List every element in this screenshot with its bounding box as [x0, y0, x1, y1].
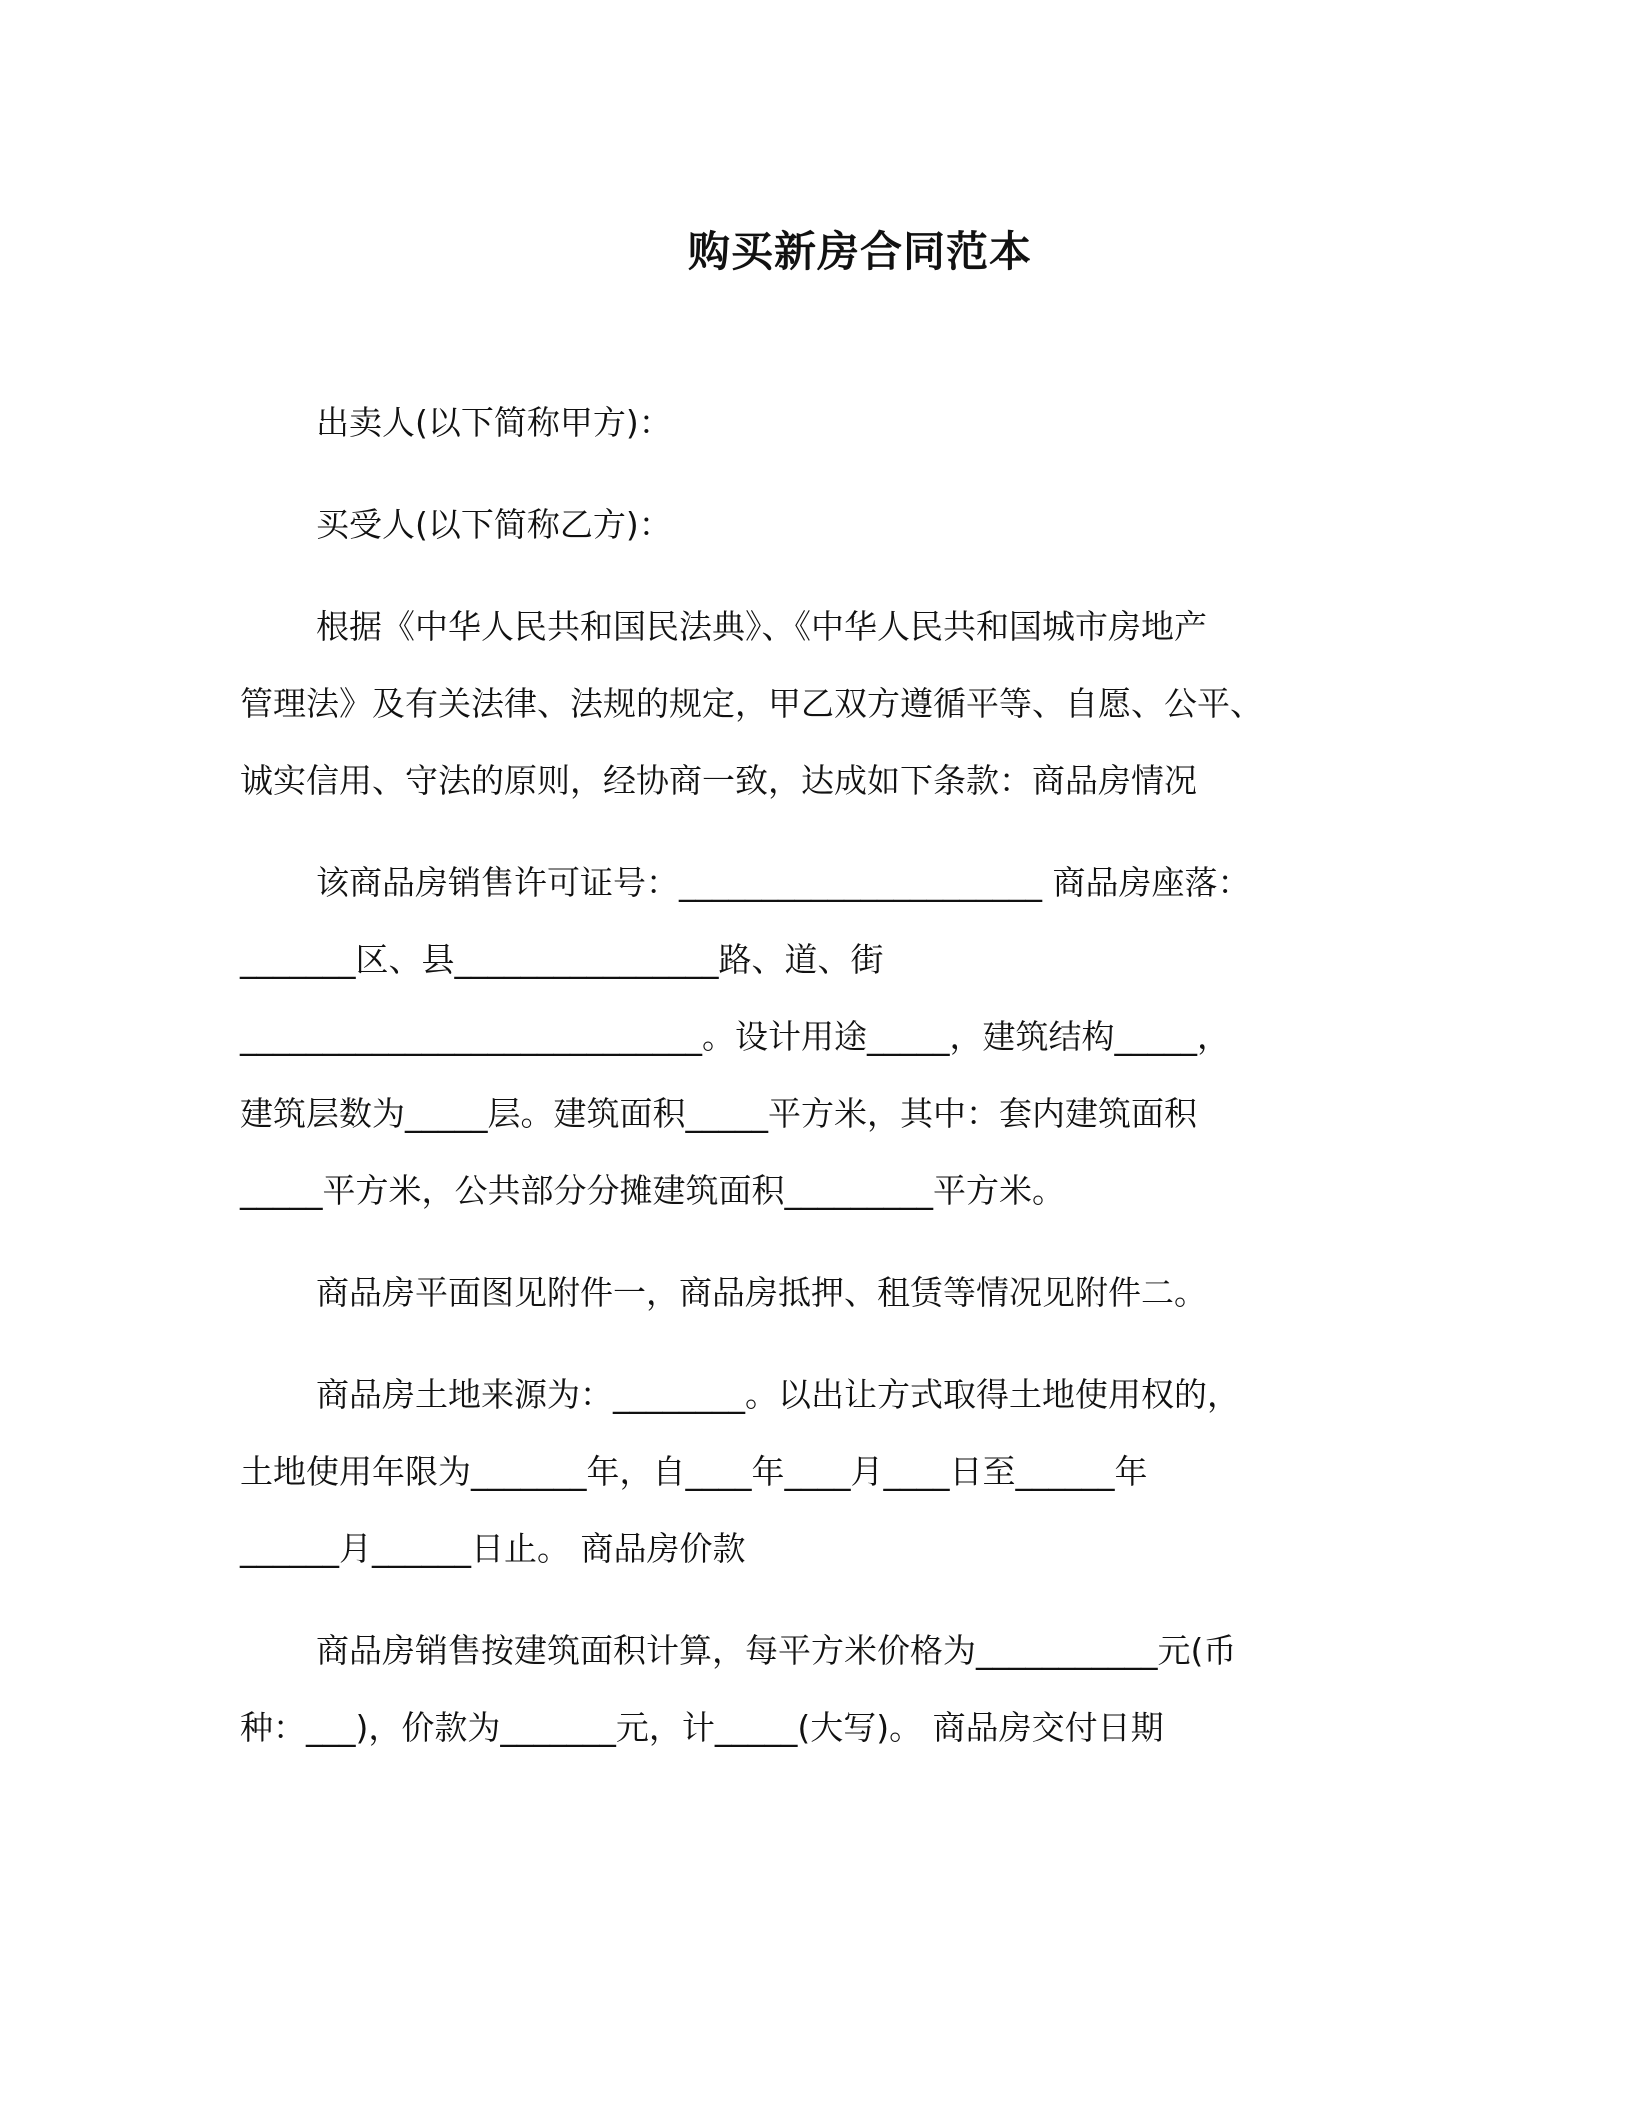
paragraph-line: _______区、县________________路、道、街	[240, 940, 884, 979]
buyer-line: 买受人(以下简称乙方)：	[316, 505, 672, 544]
paragraph-line: 诚实信用、守法的原则，经协商一致，达成如下条款：商品房情况	[240, 761, 1197, 800]
paragraph-line: ______月______日止。 商品房价款	[240, 1529, 746, 1568]
paragraph-line: 种：___)，价款为_______元，计_____(大写)。 商品房交付日期	[240, 1708, 1164, 1747]
paragraph-line: ____________________________。设计用途_____，建筑结构_____，	[240, 1017, 1230, 1056]
paragraph-line: 建筑层数为_____层。建筑面积_____平方米，其中：套内建筑面积	[240, 1094, 1197, 1133]
paragraph-line: 根据《中华人民共和国民法典》、《中华人民共和国城市房地产	[316, 607, 1207, 646]
document-title: 购买新房合同范本	[687, 227, 1032, 276]
paragraph-line: 商品房销售按建筑面积计算，每平方米价格为___________元(币	[316, 1631, 1237, 1670]
seller-line: 出卖人(以下简称甲方)：	[316, 403, 672, 442]
paragraph-line: 商品房土地来源为：________。以出让方式取得土地使用权的，	[316, 1375, 1240, 1414]
paragraph-line: 商品房平面图见附件一，商品房抵押、租赁等情况见附件二。	[316, 1273, 1207, 1312]
paragraph-line: 管理法》及有关法律、法规的规定，甲乙双方遵循平等、自愿、公平、	[240, 684, 1263, 723]
paragraph-line: 该商品房销售许可证号：______________________ 商品房座落：	[316, 863, 1251, 902]
paragraph-line: 土地使用年限为_______年，自____年____月____日至______年	[240, 1452, 1148, 1491]
paragraph-line: _____平方米，公共部分分摊建筑面积_________平方米。	[240, 1171, 1065, 1210]
